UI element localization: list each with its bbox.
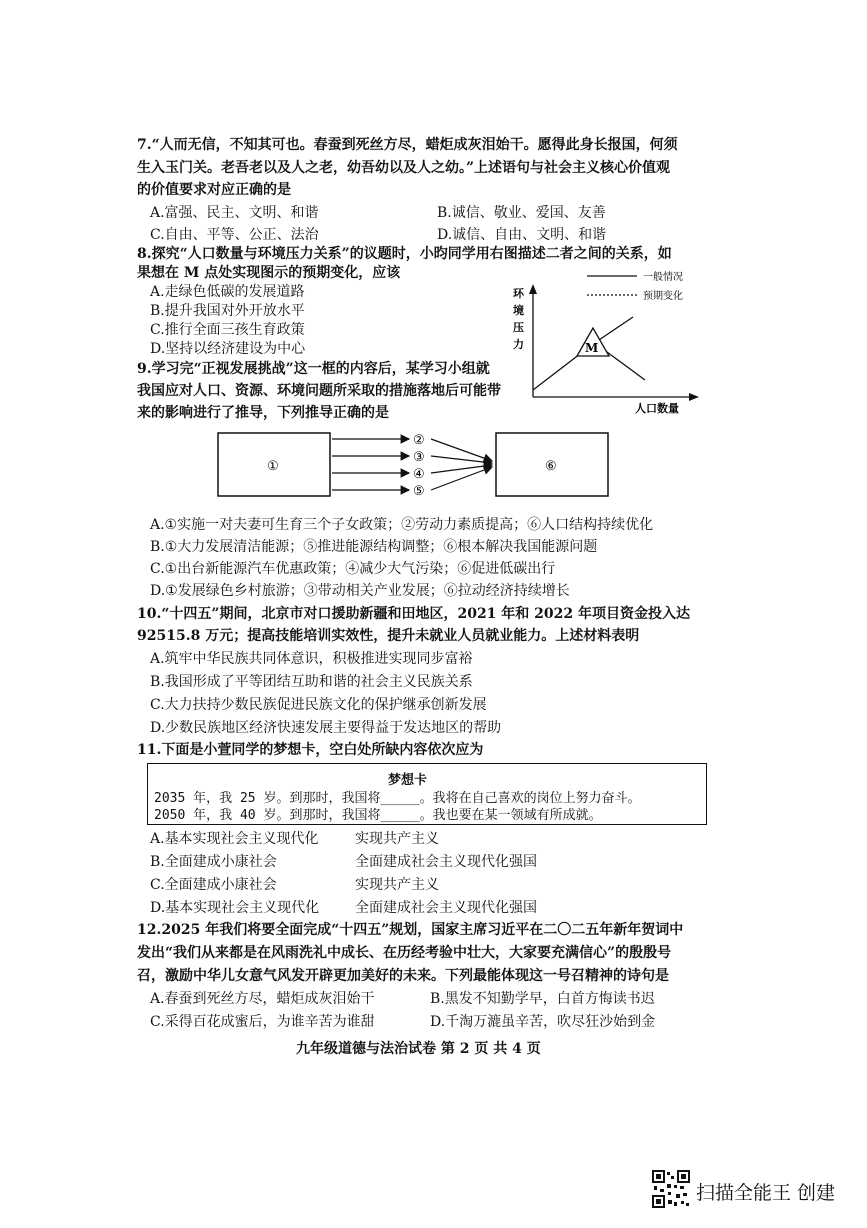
q10-stem-line-1: 10.“十四五”期间，北京市对口援助新疆和田地区，2021 年和 2022 年项目资金投入达 <box>137 606 691 622</box>
watermark-text: 扫描全能王 创建 <box>696 1182 836 1204</box>
q9-stem-line-1: 9.学习完“正视发展挑战”这一框的内容后，某学习小组就 <box>137 361 490 377</box>
q8-option-b: B.提升我国对外开放水平 <box>150 303 305 319</box>
q8-option-c: C.推行全面三孩生育政策 <box>150 322 305 338</box>
q10-option-d: D.少数民族地区经济快速发展主要得益于发达地区的帮助 <box>150 720 502 736</box>
q7-option-d: D.诚信、自由、文明、和谐 <box>437 227 607 243</box>
dream-card-row-2: 2050 年，我 40 岁。到那时，我国将_____。我也要在某一领域有所成就。 <box>154 808 602 823</box>
y-label-char-1: 环 <box>513 287 524 300</box>
legend-dotted-label: 预期变化 <box>643 291 683 302</box>
arrow-2-to-6 <box>431 439 492 461</box>
q11-option-a-part-1: A.基本实现社会主义现代化 <box>150 831 319 847</box>
q12-option-c: C.采得百花成蜜后，为谁辛苦为谁甜 <box>150 1014 375 1030</box>
q10-stem-line-2: 92515.8 万元；提高技能培训实效性，提升未就业人员就业能力。上述材料表明 <box>137 628 640 644</box>
q12-option-d: D.千淘万漉虽辛苦，吹尽狂沙始到金 <box>430 1014 656 1030</box>
dream-card-row-1: 2035 年，我 25 岁。到那时，我国将_____。我将在自己喜欢的岗位上努力奋斗。 <box>154 791 641 806</box>
q8-environment-graph <box>505 262 705 422</box>
legend-solid-label: 一般情况 <box>643 272 683 283</box>
q10-option-c: C.大力扶持少数民族促进民族文化的保护继承创新发展 <box>150 697 487 713</box>
q10-option-a: A.筑牢中华民族共同体意识，积极推进实现同步富裕 <box>150 651 473 667</box>
arrow-4-to-6 <box>431 465 492 473</box>
q9-stem-line-2: 我国应对人口、资源、环境问题所采取的措施落地后可能带 <box>137 383 501 399</box>
q8-stem-line-2: 果想在 M 点处实现图示的预期变化，应该 <box>137 265 401 281</box>
q7-option-c: C.自由、平等、公正、法治 <box>150 227 319 243</box>
x-axis-arrow <box>689 393 699 401</box>
box-6-label: ⑥ <box>545 459 557 474</box>
q12-stem-line-3: 召，激励中华儿女意气风发开辟更加美好的未来。下列最能体现这一号召精神的诗句是 <box>137 968 669 984</box>
y-label-char-2: 境 <box>513 304 524 317</box>
dream-card <box>147 763 707 825</box>
q9-option-c: C.①出台新能源汽车优惠政策；④减少大气污染；⑥促进低碳出行 <box>150 561 556 577</box>
page-footer: 九年级道德与法治试卷 第 2 页 共 4 页 <box>296 1041 541 1057</box>
dream-card-title: 梦想卡 <box>388 773 428 788</box>
q9-option-b: B.①大力发展清洁能源；⑤推进能源结构调整；⑥根本解决我国能源问题 <box>150 539 598 555</box>
q7-option-b: B.诚信、敬业、爱国、友善 <box>437 205 606 221</box>
q7-option-a: A.富强、民主、文明、和谐 <box>150 205 319 221</box>
q11-option-b-part-1: B.全面建成小康社会 <box>150 854 277 870</box>
q11-option-c-part-2: 实现共产主义 <box>355 877 439 893</box>
box-1-label: ① <box>267 459 279 474</box>
q9-flow-diagram <box>215 425 615 503</box>
x-axis-label: 人口数量 <box>635 402 679 415</box>
q12-option-a: A.春蚕到死丝方尽，蜡炬成灰泪始干 <box>150 991 375 1007</box>
qr-code-icon <box>652 1170 690 1208</box>
q11-option-a-part-2: 实现共产主义 <box>355 831 439 847</box>
q7-stem-line-2: 生入玉门关。老吾老以及人之老，幼吾幼以及人之幼。”上述语句与社会主义核心价值观 <box>137 160 671 176</box>
mid-4: ④ <box>413 467 425 482</box>
q8-option-a: A.走绿色低碳的发展道路 <box>150 284 305 300</box>
q8-option-d: D.坚持以经济建设为中心 <box>150 341 306 357</box>
q11-option-c-part-1: C.全面建成小康社会 <box>150 877 277 893</box>
q12-stem-line-2: 发出“我们从来都是在风雨洗礼中成长、在历经考验中壮大，大家要充满信心”的殷殷号 <box>137 945 672 961</box>
y-axis-arrow <box>529 284 537 294</box>
q12-stem-line-1: 12.2025 年我们将要全面完成“十四五”规划，国家主席习近平在二〇二五年新年贺词中 <box>137 922 684 938</box>
q9-stem-line-3: 来的影响进行了推导，下列推导正确的是 <box>137 405 389 421</box>
q7-stem-line-1: 7.“人而无信，不知其可也。春蚕到死丝方尽，蜡炬成灰泪始干。愿得此身长报国，何须 <box>137 137 678 153</box>
arrow-3-to-6 <box>431 456 492 463</box>
q11-option-b-part-2: 全面建成社会主义现代化强国 <box>355 854 537 870</box>
y-label-char-3: 压 <box>513 321 524 334</box>
mid-2: ② <box>413 433 425 448</box>
arrow-5-to-6 <box>431 467 492 490</box>
q8-stem-line-1: 8.探究“人口数量与环境压力关系”的议题时，小昀同学用右图描述二者之间的关系，如 <box>137 246 672 262</box>
mid-5: ⑤ <box>413 484 425 499</box>
q7-stem-line-3: 的价值要求对应正确的是 <box>137 182 291 198</box>
point-m-label: M <box>585 341 599 355</box>
mid-3: ③ <box>413 450 425 465</box>
y-label-char-4: 力 <box>513 338 524 351</box>
q11-option-d-part-1: D.基本实现社会主义现代化 <box>150 900 320 916</box>
q9-option-a: A.①实施一对夫妻可生育三个子女政策；②劳动力素质提高；⑥人口结构持续优化 <box>150 517 654 533</box>
q12-option-b: B.黑发不知勤学早，白首方悔读书迟 <box>430 991 655 1007</box>
q9-option-d: D.①发展绿色乡村旅游；③带动相关产业发展；⑥拉动经济持续增长 <box>150 583 570 599</box>
q10-option-b: B.我国形成了平等团结互助和谐的社会主义民族关系 <box>150 674 473 690</box>
q11-option-d-part-2: 全面建成社会主义现代化强国 <box>355 900 537 916</box>
q11-stem: 11.下面是小萱同学的梦想卡，空白处所缺内容依次应为 <box>137 742 484 758</box>
